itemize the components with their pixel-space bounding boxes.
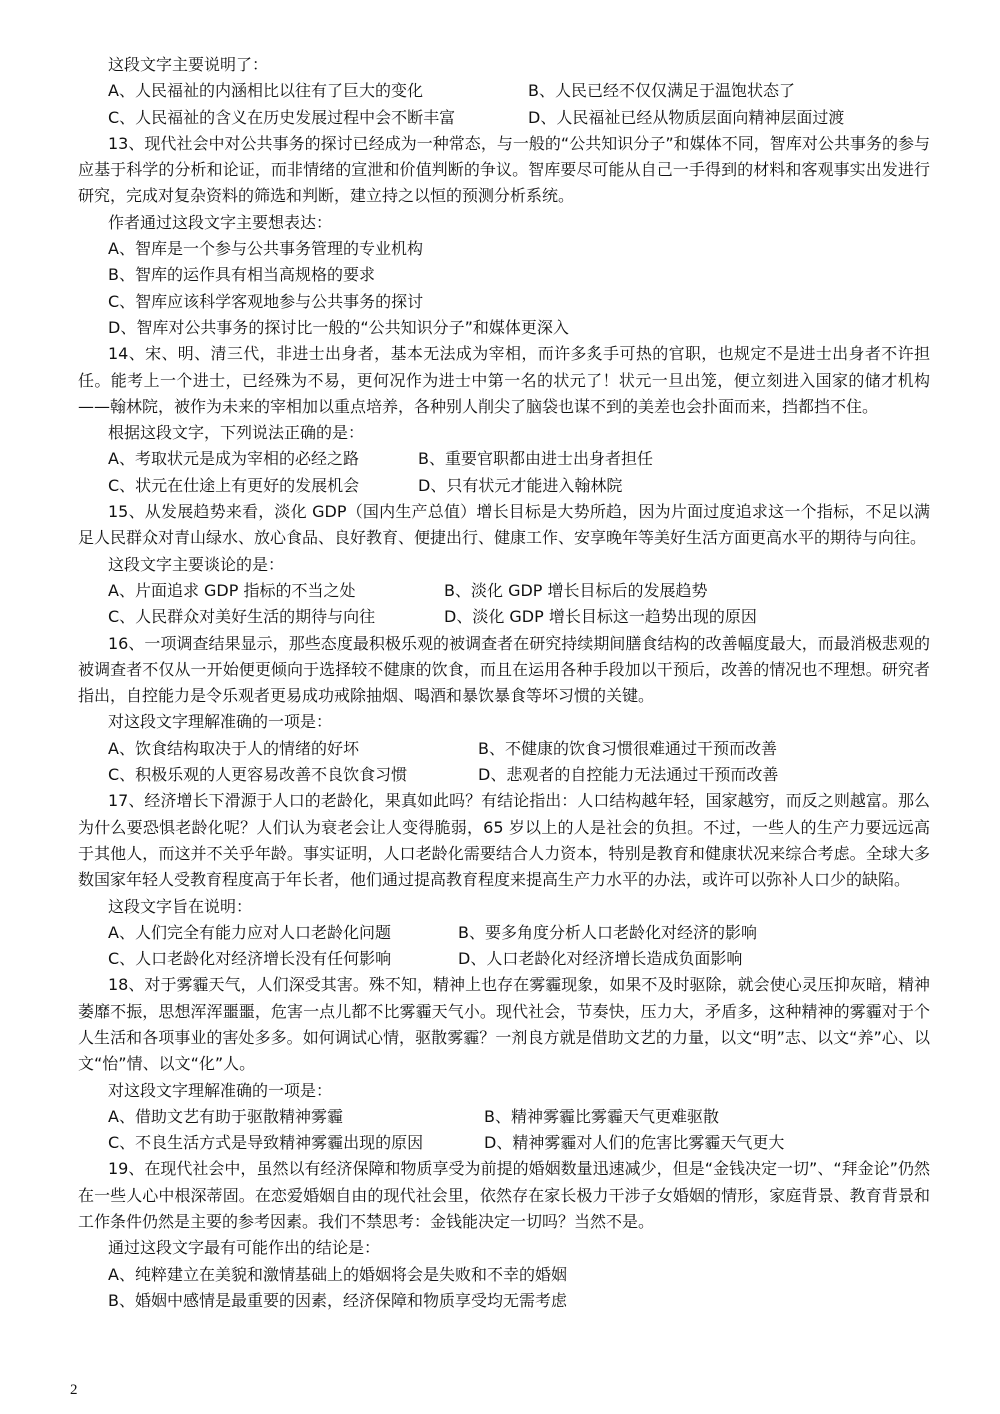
option-b: B、淡化 GDP 增长目标后的发展趋势 [444,580,708,600]
option-b: B、重要官职都由进士出身者担任 [418,449,653,469]
option-row [78,578,930,604]
question-stem: 根据这段文字，下列说法正确的是： [108,423,365,443]
option-c: C、不良生活方式是导致精神雾霾出现的原因 [108,1133,424,1153]
question-14-passage: 14、宋、明、清三代，非进士出身者，基本无法成为宰相，而许多炙手可热的官职，也规定不是进士出身者不许担任。能考上一个进士，已经殊为不易，更何况作为进士中第一名的状元了！状元一旦出笼，便立刻进入国家的储才机构——翰林院，被作为未来的宰相加以重点培养，各种别人削尖了脑袋也谋不到的美差也会扑面而来，挡都挡不住。 [78,344,930,416]
question-16-passage: 16、一项调查结果显示，那些态度最积极乐观的被调查者在研究持续期间膳食结构的改善幅度最大，而最消极悲观的被调查者不仅从一开始便更倾向于选择较不健康的饮食，而且在运用各种手段加以干预后，改善的情况也不理想。研究者指出，自控能力是令乐观者更易成功戒除抽烟、喝酒和暴饮暴食等坏习惯的关键。 [78,633,930,706]
question-stem: 对这段文字理解准确的一项是： [108,712,333,732]
option-row [78,1104,930,1130]
option-b: B、婚姻中感情是最重要的因素，经济保障和物质享受均无需考虑 [108,1290,567,1310]
question-19-passage: 19、在现代社会中，虽然以有经济保障和物质享受为前提的婚姻数量迅速减少，但是“金钱决定一切”、“拜金论”仍然在一些人心中根深蒂固。在恋爱婚姻自由的现代社会里，依然存在家长极力干涉子女婚姻的情形，家庭背景、教育背景和工作条件仍然是主要的参考因素。我们不禁思考：金钱能决定一切吗？当然不是。 [78,1159,930,1232]
option-c: C、智库应该科学客观地参与公共事务的探讨 [108,291,424,311]
question-13-passage: 13、现代社会中对公共事务的探讨已经成为一种常态，与一般的“公共知识分子”和媒体不同，智库对公共事务的参与应基于科学的分析和论证，而非情绪的宣泄和价值判断的争议。智库要尽可能从自己一手得到的材料和客观事实出发进行研究，完成对复杂资料的筛选和判断，建立持之以恒的预测分析系统。 [78,133,930,206]
option-a: A、纯粹建立在美貌和激情基础上的婚姻将会是失败和不幸的婚姻 [108,1264,567,1284]
option-row [78,1130,930,1156]
option-row [78,446,930,472]
option-row [78,762,930,788]
question-15-passage: 15、从发展趋势来看，淡化 GDP（国内生产总值）增长目标是大势所趋，因为片面过度追求这一个指标，不足以满足人民群众对青山绿水、放心食品、良好教育、便捷出行、健康工作、安享晚年等美好生活方面更高水平的期待与向往。 [78,502,930,548]
question-stem: 这段文字主要谈论的是： [108,554,285,574]
option-a: A、人们完全有能力应对人口老龄化问题 [108,922,391,942]
option-d: D、人口老龄化对经济增长造成负面影响 [458,949,743,969]
option-a: A、片面追求 GDP 指标的不当之处 [108,580,356,600]
option-c: C、人民群众对美好生活的期待与向往 [108,607,376,627]
question-stem: 这段文字主要说明了： [108,55,269,74]
question-stem: 作者通过这段文字主要想表达： [108,212,333,232]
question-17-passage: 17、经济增长下滑源于人口的老龄化，果真如此吗？有结论指出：人口结构越年轻，国家越穷，而反之则越富。那么为什么要恐惧老龄化呢？人们认为衰老会让人变得脆弱，65 岁以上的人是社会的负担。不过，一些人的生产力要远远高于其他人，而这并不关乎年龄。事实证明，人口老龄化需要结合人力资本，特别是教育和健康状况来综合考虑。全球大多数国家年轻人受教育程度高于年长者，他们通过提高教育程度来提高生产力水平的办法，或许可以弥补人口少的缺陷。 [78,791,930,890]
option-d: D、智库对公共事务的探讨比一般的“公共知识分子”和媒体更深入 [108,317,569,337]
option-b: B、不健康的饮食习惯很难通过干预而改善 [478,738,777,758]
option-d: D、悲观者的自控能力无法通过干预而改善 [478,765,779,785]
option-row [78,736,930,762]
option-a: A、饮食结构取决于人的情绪的好坏 [108,738,359,758]
option-c: C、状元在仕途上有更好的发展机会 [108,475,360,495]
document-body [78,52,930,1314]
page-number: 2 [70,1382,78,1398]
option-b: B、精神雾霾比雾霾天气更难驱散 [484,1106,719,1126]
option-row [78,473,930,499]
option-b: B、人民已经不仅仅满足于温饱状态了 [528,81,795,101]
option-a: A、借助文艺有助于驱散精神雾霾 [108,1106,343,1126]
option-row [78,946,930,972]
question-stem: 通过这段文字最有可能作出的结论是： [108,1238,381,1258]
option-d: D、人民福祉已经从物质层面向精神层面过渡 [528,107,845,127]
option-b: B、要多角度分析人口老龄化对经济的影响 [458,922,757,942]
option-row [78,105,930,131]
question-stem: 这段文字旨在说明： [108,896,253,916]
question-18-passage: 18、对于雾霾天气，人们深受其害。殊不知，精神上也存在雾霾现象，如果不及时驱除，就会使心灵压抑灰暗，精神萎靡不振，思想浑浑噩噩，危害一点儿都不比雾霾天气小。现代社会，节奏快，压力大，矛盾多，这种精神的雾霾对于个人生活和各项事业的害处多多。如何调试心情，驱散雾霾？一剂良方就是借助文艺的力量，以文“明”志、以文“养”心、以文“怡”情、以文“化”人。 [78,975,930,1074]
option-d: D、精神雾霾对人们的危害比雾霾天气更大 [484,1133,785,1153]
option-row [78,78,930,104]
option-c: C、人口老龄化对经济增长没有任何影响 [108,949,392,969]
option-c: C、人民福祉的含义在历史发展过程中会不断丰富 [108,107,456,127]
option-a: A、考取状元是成为宰相的必经之路 [108,449,359,469]
option-d: D、只有状元才能进入翰林院 [418,475,623,495]
option-d: D、淡化 GDP 增长目标这一趋势出现的原因 [444,607,757,627]
option-row [78,920,930,946]
option-row [78,604,930,630]
option-c: C、积极乐观的人更容易改善不良饮食习惯 [108,765,408,785]
question-stem: 对这段文字理解准确的一项是： [108,1080,333,1100]
option-b: B、智库的运作具有相当高规格的要求 [108,265,375,285]
option-a: A、智库是一个参与公共事务管理的专业机构 [108,239,423,259]
option-a: A、人民福祉的内涵相比以往有了巨大的变化 [108,81,423,101]
